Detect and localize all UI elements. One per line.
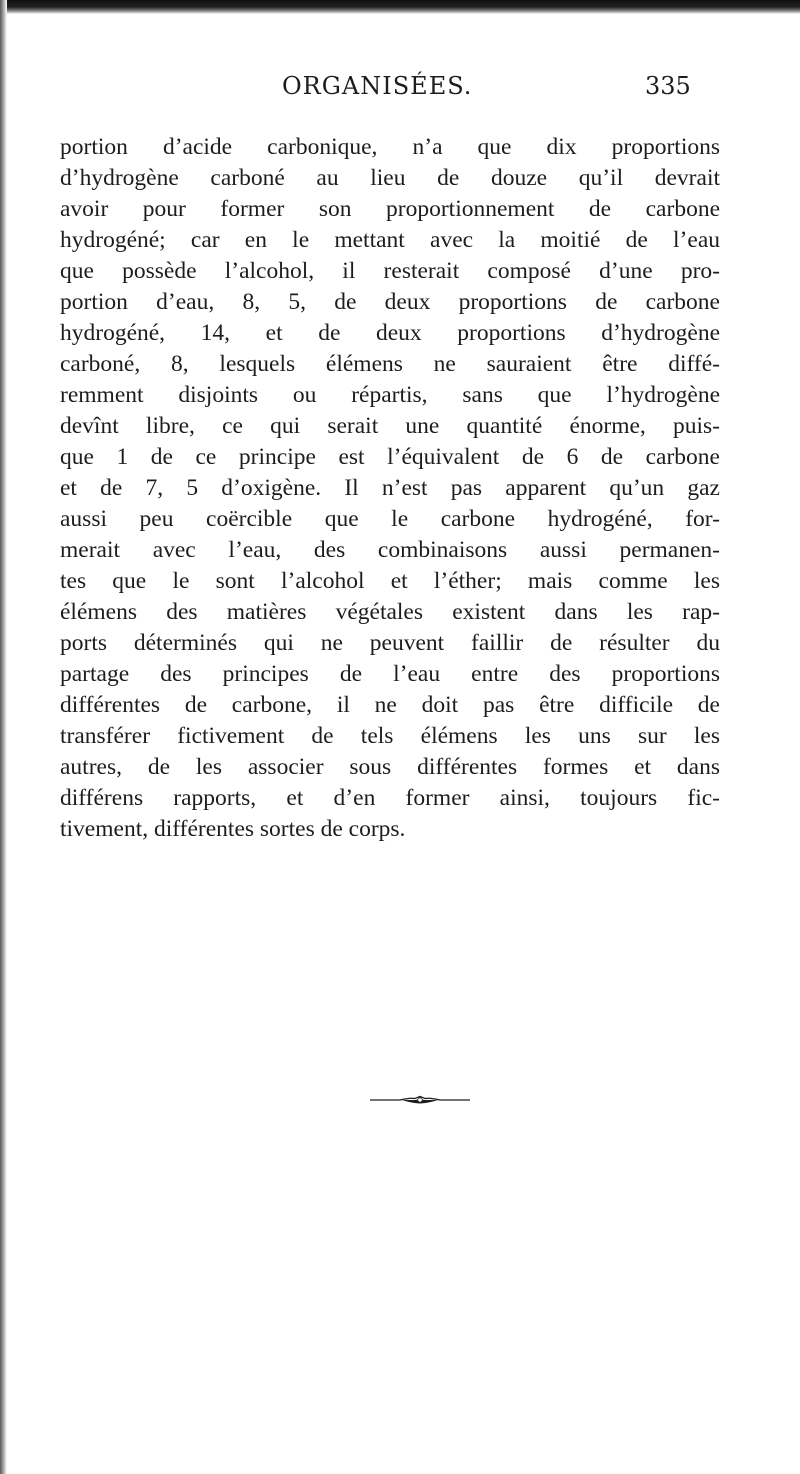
text-line: tivement, différentes sortes de corps. — [60, 816, 406, 842]
page-header — [60, 72, 720, 112]
page-number: 335 — [645, 72, 691, 100]
text-line: autres, de les associer sous différentes formes et dans — [60, 754, 720, 780]
text-line: remment disjoints ou répartis, sans que l’hydrogène — [60, 382, 720, 408]
text-line: tes que le sont l’alcohol et l’éther; mais comme les — [60, 568, 720, 594]
text-line: hydrogéné; car en le mettant avec la moitié de l’eau — [60, 227, 720, 253]
text-line: ports déterminés qui ne peuvent faillir de résulter du — [60, 630, 720, 656]
text-line: avoir pour former son proportionnement de carbone — [60, 196, 720, 222]
text-line: différentes de carbone, il ne doit pas être difficile de — [60, 692, 720, 718]
text-line: que possède l’alcohol, il resterait composé d’une pro- — [60, 258, 720, 284]
text-line: portion d’acide carbonique, n’a que dix proportions — [60, 134, 720, 160]
text-line: et de 7, 5 d’oxigène. Il n’est pas apparent qu’un gaz — [60, 475, 720, 501]
text-line: portion d’eau, 8, 5, de deux proportions de carbone — [60, 289, 720, 315]
text-line: aussi peu coërcible que le carbone hydrogéné, for- — [60, 506, 720, 532]
running-title: ORGANISÉES. — [282, 72, 473, 100]
text-line: différens rapports, et d’en former ainsi, toujours fic- — [60, 785, 720, 811]
scan-left-edge — [0, 0, 7, 1474]
text-line: merait avec l’eau, des combinaisons aussi permanen- — [60, 537, 720, 563]
body-text — [60, 132, 720, 845]
text-line: élémens des matières végétales existent dans les rap- — [60, 599, 720, 625]
text-line: transférer fictivement de tels élémens les uns sur les — [60, 723, 720, 749]
text-line: d’hydrogène carboné au lieu de douze qu’il devrait — [60, 165, 720, 191]
text-line: hydrogéné, 14, et de deux proportions d’hydrogène — [60, 320, 720, 346]
book-page — [60, 72, 720, 845]
section-end-ornament — [370, 1095, 470, 1105]
text-line: carboné, 8, lesquels élémens ne sauraient être diffé- — [60, 351, 720, 377]
text-line: que 1 de ce principe est l’équivalent de 6 de carbone — [60, 444, 720, 470]
text-line: partage des principes de l’eau entre des proportions — [60, 661, 720, 687]
scan-top-edge — [0, 0, 800, 14]
text-line: devînt libre, ce qui serait une quantité énorme, puis- — [60, 413, 720, 439]
